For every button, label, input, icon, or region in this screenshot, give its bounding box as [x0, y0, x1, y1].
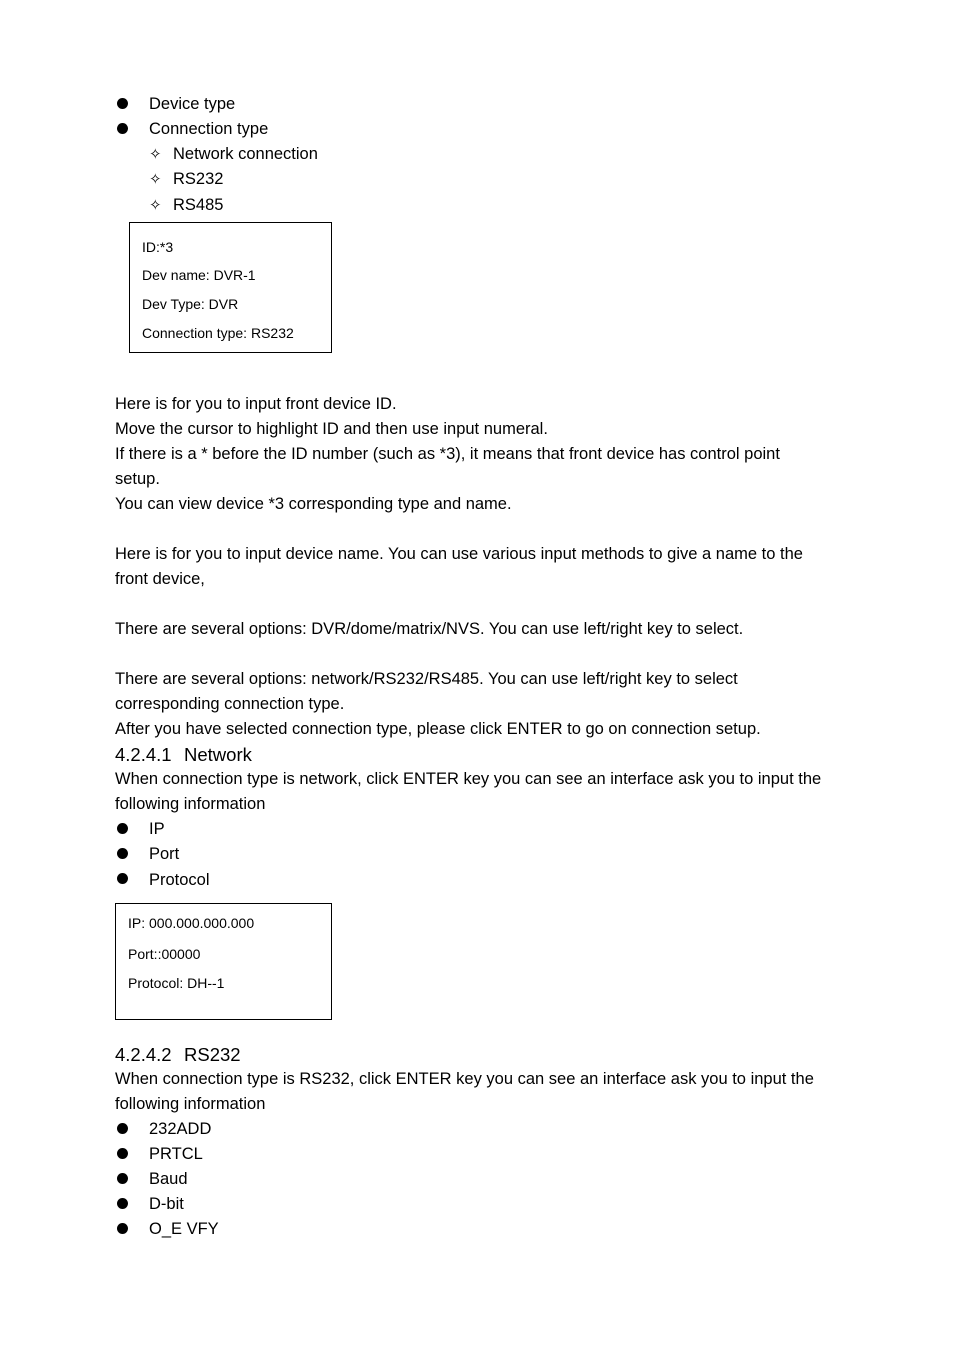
paragraph-line: If there is a * before the ID number (such as *3), it means that front device has control point: [115, 445, 780, 463]
list-item: Network connection: [173, 145, 318, 163]
section-title: RS232: [184, 1044, 241, 1065]
box-line: IP: 000.000.000.000: [128, 915, 255, 931]
paragraph-line: You can view device *3 corresponding type and name.: [115, 495, 512, 513]
box-line: Port::00000: [128, 946, 201, 962]
paragraph-line: Move the cursor to highlight ID and then use input numeral.: [115, 420, 548, 438]
paragraph-line: front device,: [115, 570, 205, 588]
device-info-box: [129, 222, 332, 353]
paragraph-line: Here is for you to input device name. You can use various input methods to give a name to the: [115, 545, 803, 563]
list-item: Connection type: [149, 120, 269, 138]
list-item: Protocol: [149, 871, 210, 889]
list-item: Device type: [149, 95, 236, 113]
bullet-icon: [117, 1173, 128, 1184]
paragraph-line: After you have selected connection type, please click ENTER to go on connection setup.: [115, 720, 761, 738]
list-item: PRTCL: [149, 1145, 203, 1163]
list-item: RS232: [173, 170, 224, 188]
list-item: O_E VFY: [149, 1220, 219, 1238]
list-item: D-bit: [149, 1195, 184, 1213]
bullet-icon: [117, 98, 128, 109]
box-line: Connection type: RS232: [142, 325, 294, 341]
bullet-icon: [117, 848, 128, 859]
paragraph-line: following information: [115, 1095, 266, 1113]
paragraph-line: There are several options: network/RS232/RS485. You can use left/right key to select: [115, 670, 738, 688]
list-item: Port: [149, 845, 180, 863]
bullet-icon: [117, 823, 128, 834]
list-item: IP: [149, 820, 165, 838]
paragraph-type: There are several options: DVR/dome/matrix/NVS. You can use left/right key to select.: [115, 620, 744, 638]
box-line: Dev name: DVR-1: [142, 267, 256, 283]
box-line: ID:*3: [142, 239, 174, 255]
bullet-icon: [117, 873, 128, 884]
bullet-icon: [117, 123, 128, 134]
paragraph-line: Here is for you to input front device ID.: [115, 395, 397, 413]
bullet-icon: [117, 1223, 128, 1234]
paragraph-line: When connection type is RS232, click ENTER key you can see an interface ask you to input the: [115, 1070, 814, 1088]
box-line: Dev Type: DVR: [142, 296, 239, 312]
bullet-icon: [117, 1198, 128, 1209]
section-number: 4.2.4.2: [115, 1044, 172, 1065]
box-line: Protocol: DH--1: [128, 975, 225, 991]
section-number: 4.2.4.1: [115, 744, 172, 765]
list-item: 232ADD: [149, 1120, 212, 1138]
paragraph-line: corresponding connection type.: [115, 695, 345, 713]
list-item: Baud: [149, 1170, 188, 1188]
bullet-icon: [117, 1148, 128, 1159]
network-info-box: [115, 903, 332, 1020]
section-title: Network: [184, 744, 252, 765]
paragraph-line: When connection type is network, click ENTER key you can see an interface ask you to input the: [115, 770, 822, 788]
star-icon: ✧: [149, 171, 162, 188]
paragraph-line: following information: [115, 795, 266, 813]
paragraph-line: setup.: [115, 470, 160, 488]
star-icon: ✧: [149, 197, 162, 214]
list-item: RS485: [173, 196, 224, 214]
star-icon: ✧: [149, 146, 162, 163]
bullet-icon: [117, 1123, 128, 1134]
